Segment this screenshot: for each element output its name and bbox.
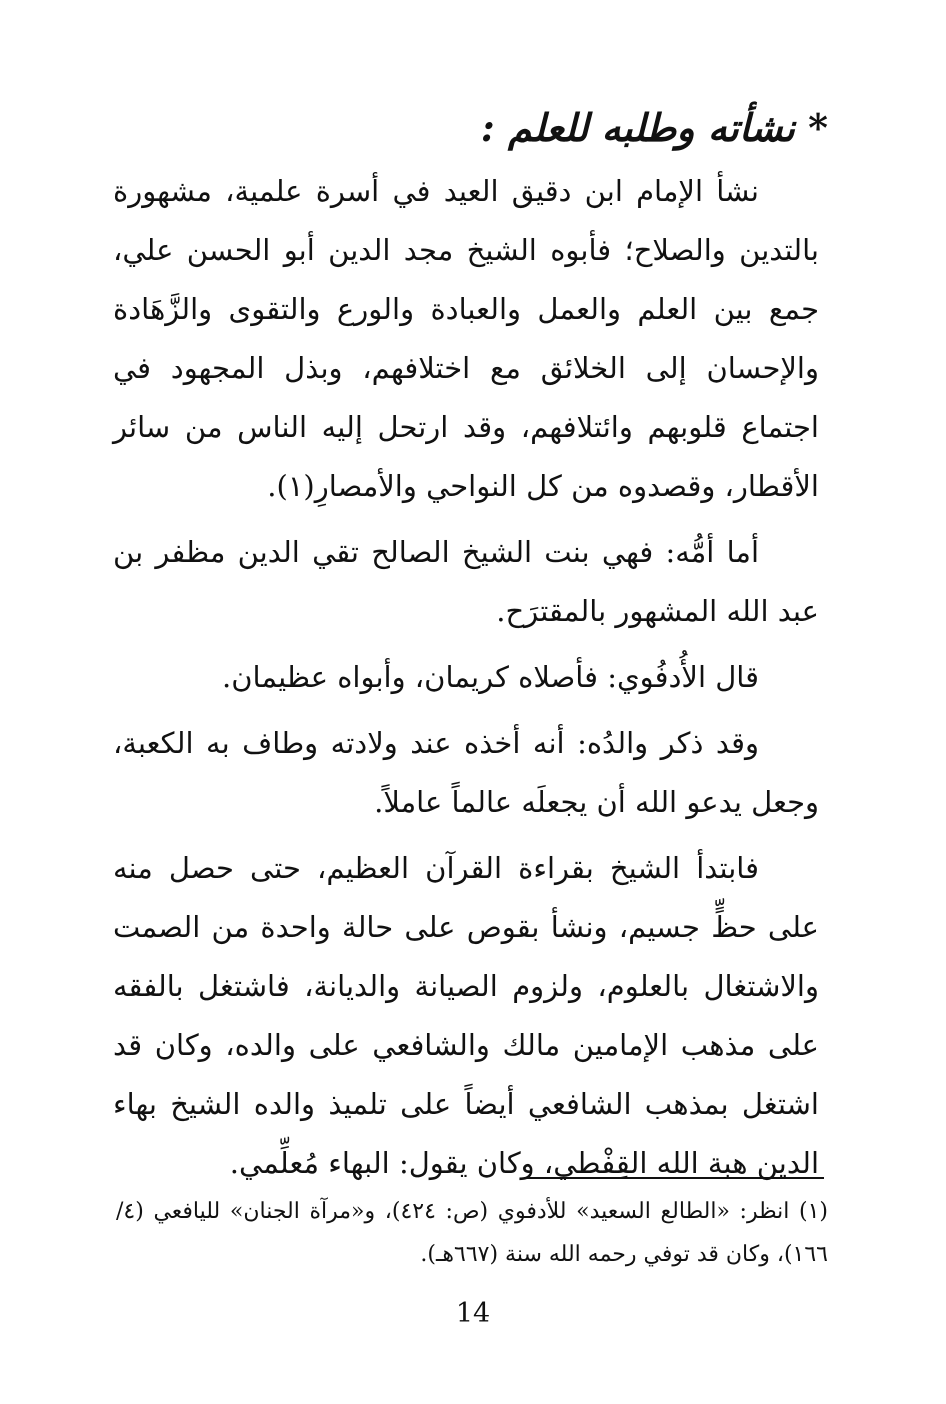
footnote: (١) انظر: «الطالع السعيد» للأدفوي (ص: ٤٢٤)، و«مرآة الجنان» لليافعي (٤/ ١٦٦)، وكان قد توفي رحمه الله سنة (٦٦٧هـ). xyxy=(116,1199,829,1267)
paragraph-upbringing: نشأ الإمام ابن دقيق العيد في أسرة علمية، مشهورة بالتدين والصلاح؛ فأبوه الشيخ مجد الدين أبو الحسن علي، جمع بين العلم والعمل والعبادة والورع والتقوى والزَّهَادة والإحسان إلى الخلائق مع اختلافهم، وبذل المجهود في اجتماع قلوبهم وائتلافهم، وقد ارتحل إليه الناس من سائر الأقطار، وقصدوه من كل النواحي والأمصارِ(١). xyxy=(113,174,819,503)
page-number: 14 xyxy=(455,1298,491,1329)
paragraph-adfuwi-quote: قال الأُدفُوي: فأصلاه كريمان، وأبواه عظيمان. xyxy=(222,660,759,694)
paragraph-studies: فابتدأ الشيخ بقراءة القرآن العظيم، حتى حصل منه على حظٍّ جسيم، ونشأ بقوص على حالة واحدة من الصمت والاشتغال بالعلوم، ولزوم الصيانة والديانة، فاشتغل بالفقه على مذهب الإمامين مالك والشافعي على والده، وكان قد اشتغل بمذهب الشافعي أيضاً على تلميذ والده الشيخ بهاء الدين هبة الله القِفْطي، وكان يقول: البهاء مُعلِّمي. xyxy=(113,851,819,1180)
section-heading: * نشأته وطلبه للعلم : xyxy=(480,105,828,150)
footnote-separator xyxy=(524,1177,824,1179)
paragraph-father-prayer: وقد ذكر والدُه: أنه أخذه عند ولادته وطاف به الكعبة، وجعل يدعو الله أن يجعلَه عالماً عاملاً. xyxy=(113,726,819,819)
body-text xyxy=(113,162,819,1200)
paragraph-mother: أما أمُّه: فهي بنت الشيخ الصالح تقي الدين مظفر بن عبد الله المشهور بالمقترَح. xyxy=(113,535,819,628)
